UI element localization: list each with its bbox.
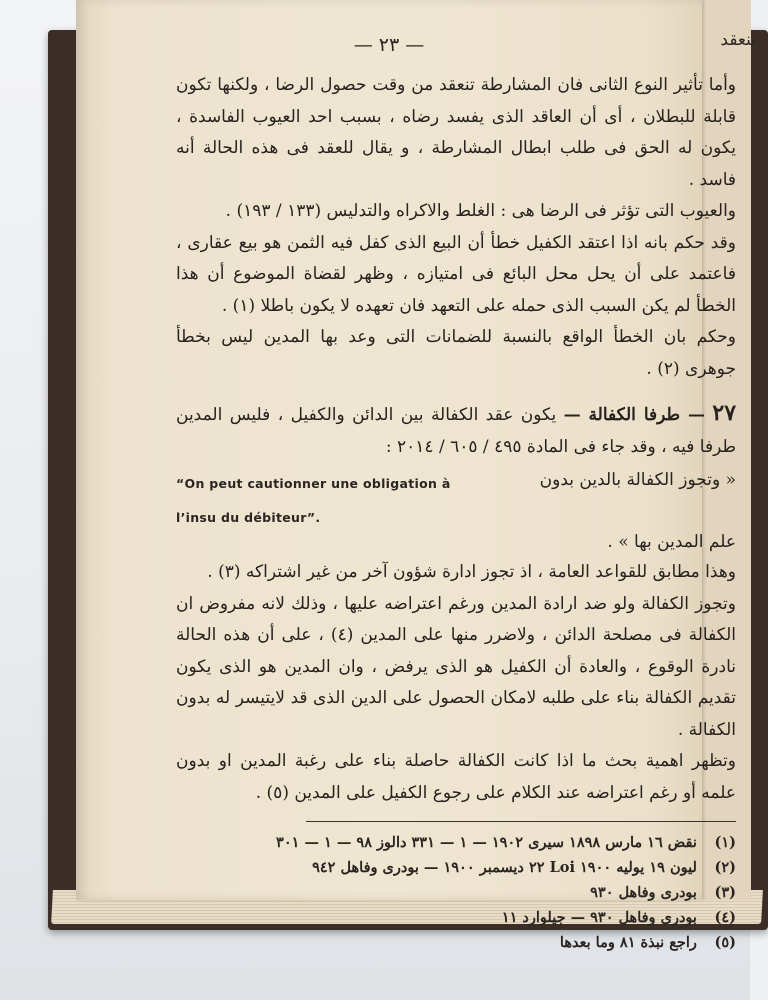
paragraph: وحكم بان الخطأ الواقع بالنسبة للضمانات التى وعد بها المدين ليس بخطأ جوهرى (٢) . [176,327,736,379]
footnote-text: نقض ١٦ مارس ١٨٩٨ سيرى ١٩٠٢ — ١ — ٣٣١ دالوز ٩٨ — ١ — ٣٠١ [276,834,697,851]
section-heading [176,397,736,463]
paragraph: وأما تأثير النوع الثانى فان المشارطة تنعقد من وقت حصول الرضا ، ولكنها تكون قابلة للبطلان ، أى أن العاقد الذى يفسد رضاه ، بسبب احد العيوب الفاسدة ، يكون له الحق فى طلب ابطال المشارطة ، و يقال للعقد فى هذه الحالة أنه فاسد . [176,75,736,190]
footnote [176,830,736,855]
footnote-number: (٢) [714,859,736,876]
quote-line-3 [176,527,736,557]
footnote-text: راجع نبذة ٨١ وما بعدها [559,934,697,951]
page-number: — ٢٣ — [353,34,425,56]
footnote-text: ليون ١٩ يوليه ١٩٠٠ Loi ٢٢ ديسمبر ١٩٠٠ — بودرى وفاهل ٩٤٢ [312,859,697,876]
adjacent-page-fragment: تنعقد [720,30,756,50]
quote-french-2: l’insu du débiteur”. [176,510,321,525]
footnote-number: (١) [714,834,736,851]
footnote-text: بودرى وفاهل ٩٣٠ [590,884,697,901]
footnote [176,855,736,880]
book-page [76,0,737,951]
footnote [176,930,736,955]
footnote-text: بودرى وفاهل ٩٣٠ — جيلوارد ١١ [501,909,697,926]
paragraph: وقد حكم بانه اذا اعتقد الكفيل خطأ أن البيع الذى كفل فيه الثمن هو بيع عقارى ، فاعتمد على أن يحل محل البائع فى امتيازه ، وظهر لقضاة الموضوع أن هذا الخطأ لم يكن السبب الذى حمله على التعهد فان تعهده لا يكون باطلا (١) . [176,232,736,316]
footnote-number: (٣) [714,884,736,901]
footnote [176,880,736,905]
quote-arabic-2: علم المدين بها » . [607,532,736,552]
quote-arabic-1: « وتجوز الكفالة بالدين بدون [539,470,736,490]
quote-french-1: “On peut cautionner une obligation à [176,476,451,491]
section-number: ٢٧ [712,400,737,426]
page-body [176,70,736,955]
section-text: يكون عقد الكفالة بين الدائن والكفيل ، فليس المدين طرفا فيه ، وقد جاء فى المادة ٤٩٥ / ٦٠٥ / ٢٠١٤ : [176,405,736,457]
footnote [176,905,736,930]
quote-line-1 [176,463,736,497]
quote-line-2 [176,497,736,527]
paragraph: والعيوب التى تؤثر فى الرضا هى : الغلط والاكراه والتدليس (١٣٣ / ١٩٣) . [225,201,736,221]
footnote-number: (٥) [714,934,736,951]
paragraph: وتظهر اهمية بحث ما اذا كانت الكفالة حاصلة بناء على رغبة المدين او بدون علمه أو رغم اعتراضه عند الكلام على رجوع الكفيل على المدين (٥) . [176,751,736,803]
paragraph: وهذا مطابق للقواعد العامة ، اذ تجوز ادارة شؤون آخر من غير اشتراكه (٣) . [207,562,736,582]
section-title: — طرفا الكفالة — [563,405,705,425]
paragraph: وتجوز الكفالة ولو ضد ارادة المدين ورغم اعتراضه عليها ، وذلك لانه مفروض ان الكفالة فى مصلحة الدائن ، ولاضرر منها على المدين (٤) ، على أن هذه الحالة نادرة الوقوع ، والعادة أن الكفيل هو الذى يرفض ، وان المدين هو الذى يكون تقديم الكفالة بناء على طلبه لامكان الحصول على الدين الذى قد لايتيسر له بدون الكفالة . [176,593,736,740]
footnote-divider [306,821,736,822]
footnote-number: (٤) [714,909,736,926]
